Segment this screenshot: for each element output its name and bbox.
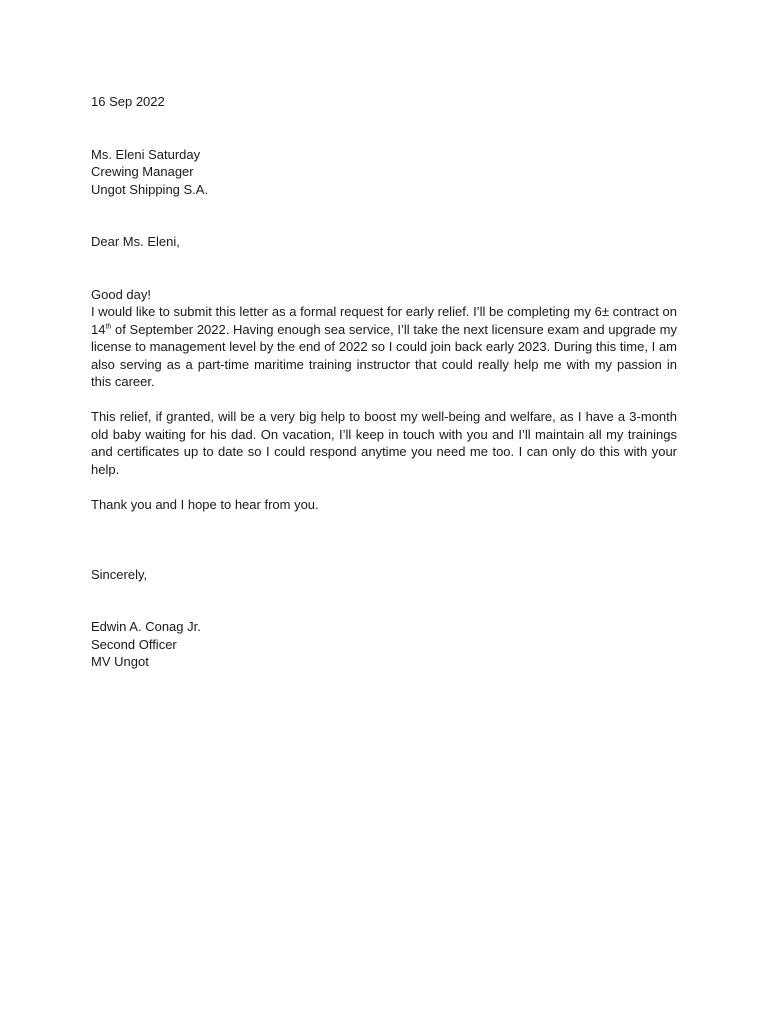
recipient-name: Ms. Eleni Saturday (91, 146, 201, 162)
recipient-company: Ungot Shipping S.A. (91, 181, 209, 197)
sender-block (91, 618, 677, 671)
paragraph-1-part-2: of September 2022. Having enough sea service, I’ll take the next licensure exam and upgrade my license to management level by the end of 2022 so I could join back early 2023. During this time, I am also serving as a part-time maritime training instructor that could really help me with my passion in this career. (91, 321, 677, 389)
paragraph-1 (91, 303, 677, 391)
closing-line: Thank you and I hope to hear from you. (91, 496, 319, 512)
sign-off: Sincerely, (91, 566, 148, 582)
sender-title: Second Officer (91, 636, 177, 652)
paragraph-2: This relief, if granted, will be a very big help to boost my well-being and welfare, as I have a 3-month old baby waiting for his dad. On vacation, I’ll keep in touch with you and I’ll maintain all my trainings and certificates up to date so I could respond anytime you need me too. I can only do this with your help. (91, 409, 677, 477)
paragraph-1-superscript: th (105, 323, 112, 331)
recipient-title: Crewing Manager (91, 164, 194, 179)
sender-vessel: MV Ungot (91, 654, 149, 669)
paragraph-1-part-1: I would like to submit this letter as a formal request for early relief. I’ll be completing my 6± contract on 14 (91, 304, 677, 337)
recipient-block (91, 146, 677, 199)
letter-body (91, 93, 677, 671)
salutation: Dear Ms. Eleni, (91, 234, 180, 249)
sender-name: Edwin A. Conag Jr. (91, 619, 201, 634)
greeting: Good day! (91, 286, 151, 302)
letter-date: 16 Sep 2022 (91, 94, 165, 109)
